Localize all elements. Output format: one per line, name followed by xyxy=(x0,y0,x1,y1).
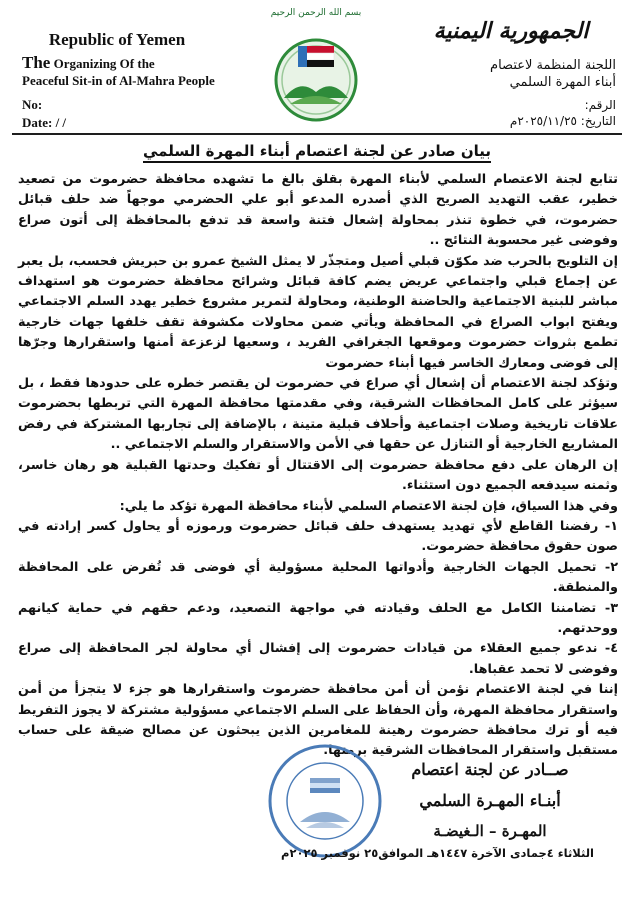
official-stamp-icon xyxy=(266,742,384,860)
arabic-header xyxy=(406,14,616,128)
statement-date: الثلاثاء ٤جمادى الآخرة ١٤٤٧هـ الموافق٢٥ نوفمبر ٢٠٢٥م xyxy=(281,846,594,860)
header-divider xyxy=(12,133,622,135)
list-item-2: ٢- تحميل الجهات الخارجية وأدواتها المحلية مسؤولية أي فوضى قد تُفرض على المحافظة والمنطقة. xyxy=(18,559,618,596)
org-name-ar-line2: أبناء المهرة السلمي xyxy=(509,75,616,90)
ref-number-en: No: xyxy=(22,97,43,112)
org-name-rest: Organizing Of the xyxy=(53,56,155,71)
logo-emblem-icon xyxy=(270,8,362,126)
committee-logo xyxy=(270,8,362,126)
org-name-en-line1 xyxy=(22,53,252,73)
paragraph-2: إن التلويح بالحرب ضد مكوّن قبلي أصيل ومتجذّر لا يمثل الشيخ عمرو بن حبريش فحسب، بل يعبر عن إجماع قبلي واجتماعي عريض يضم كافة قبائل وشرائح محافظة حضرموت هو استهداف مباشر للبنية الاجتماعية والحاضنة الوطنية، ومحاولة لتمرير مشروع خطير يهدد السلم الاجتماعي ويفتح ابواب الصراع في المحافظة ويأتي ضمن محاولات مكشوفة تقف خلفها جهات خارجية تطمع بثروات حضرموت وموقعها الجغرافي الفريد ، وسعيها لزعزعة أمنها واستقرارها وجرّها إلى فوضى ومعارك الخاسر فيها أبناء حضرموت xyxy=(18,253,618,371)
date-en: Date: / / xyxy=(22,115,67,130)
statement-body xyxy=(18,170,618,762)
list-item-4: ٤- ندعو جميع العقلاء من قيادات حضرموت إلى إفشال أي محاولة لجر المحافظة إلى صراع وفوضى لا تحمد عقباها. xyxy=(18,641,618,677)
org-name-ar-line1: اللجنة المنظمة لاعتصام xyxy=(490,58,616,73)
paragraph-3: وتؤكد لجنة الاعتصام أن إشعال أي صراع في حضرموت لن يقتصر خطره على حدودها فقط ، بل سيؤثر على كامل المحافظات الشرقية، وفي مقدمتها محافظة المهرة التي تربطها بحضرموت علاقات تاريخية وصلات اجتماعية وأحلاف قبلية متينة ، بالإضافة إلى تجاربها المشتركة في رفض المشاريع الخارجية أو التنازل عن حقها في الأمن والاستقرار والسلم الاجتماعي .. xyxy=(18,376,618,453)
list-item-3: ٣- تضامننا الكامل مع الحلف وقيادته في مواجهة التصعيد، ودعم حقهم في حماية كيانهم ووحدتهم. xyxy=(18,600,618,636)
date-ar: التاريخ: ٢٠٢٥/١١/٢٥م xyxy=(509,114,616,128)
org-name-lead: The xyxy=(22,53,51,72)
basmala: بسم الله الرحمن الرحيم xyxy=(270,8,362,18)
statement-title-text: بيان صادر عن لجنة اعتصام أبناء المهرة السلمي xyxy=(143,142,491,163)
paragraph-5: وفي هذا السياق، فإن لجنة الاعتصام السلمي لأبناء محافظة المهرة تؤكد ما يلي: xyxy=(119,498,618,514)
signature-line-1: صــادر عن لجنة اعتصام xyxy=(411,760,569,779)
english-header xyxy=(22,30,252,131)
paragraph-1: تتابع لجنة الاعتصام السلمي لأبناء المهرة بقلق بالغ ما تشهده محافظة حضرموت من تصعيد خطير، عقب التهديد الصريح الذي أصدره المدعو أبو علي الحضرمي موجهاً ضد حلف قبائل حضرموت، في خطوة تنذر بمحاولة إشعال فتنة واسعة قد تدفع بالمحافظة إلى أتون صراع وفوضى غير محسوبة النتائج .. xyxy=(18,172,618,249)
statement-title xyxy=(0,142,634,160)
country-name-en: Republic of Yemen xyxy=(48,30,186,49)
org-name-en-line2: Peaceful Sit-in of Al-Mahra People xyxy=(22,73,215,88)
paragraph-6: إننا في لجنة الاعتصام نؤمن أن أمن محافظة حضرموت واستقرارها هو جزء لا يتجزأ من أمن واستقرار محافظة المهرة، وأن الحفاظ على السلم الاجتماعي مسؤولية مشتركة لا يجوز التفريط فيه أو ترك محافظة حضرموت رهينة للمغامرين الذين يبحثون عن مصالح ضيقة على حساب مستقبل واستقرار المحافظات الشرقية برمتها. xyxy=(18,682,618,759)
paragraph-4: إن الرهان على دفع محافظة حضرموت إلى الاقتتال أو تفكيك وحدتها القبلية هو رهان خاسر، وثمنه سيدفعه الجميع دون استثناء. xyxy=(18,457,618,494)
signature-block xyxy=(380,760,600,840)
country-name-ar: الجمهورية اليمنية xyxy=(433,18,589,44)
signature-line-3: المهـرة – الـغيضـة xyxy=(433,822,547,840)
ref-number-ar: الرقم: xyxy=(584,98,616,112)
list-item-1: ١- رفضنا القاطع لأي تهديد يستهدف حلف قبائل حضرموت ورموزه أو يحاول كسر إرادته في صون حقوق محافظة حضرموت. xyxy=(18,518,618,555)
signature-line-2: أبنـاء المهـرة السلمي xyxy=(419,791,561,810)
